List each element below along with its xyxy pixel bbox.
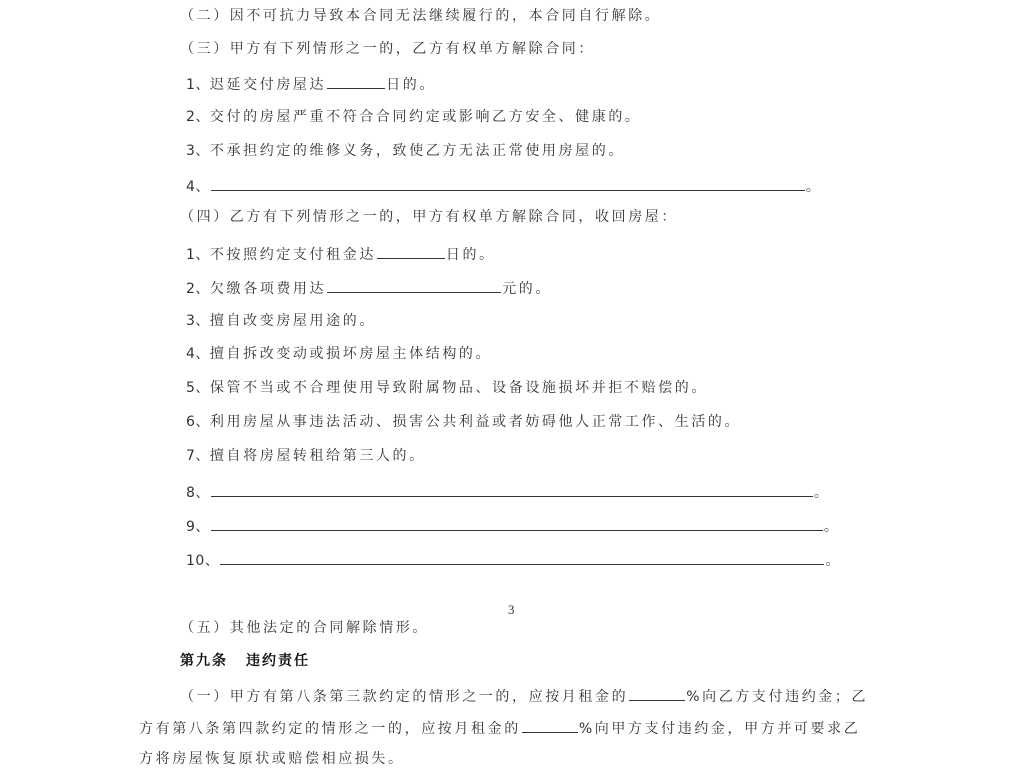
clause8-item3-point1: [186, 74, 436, 94]
point-number: 3、: [186, 143, 210, 159]
point-text: 不承担约定的维修义务，致使乙方无法正常使用房屋的。: [209, 143, 625, 159]
point-text: 擅自改变房屋用途的。: [209, 313, 376, 329]
blank-fill-field[interactable]: [211, 482, 813, 497]
point-text-after: 日的。: [445, 247, 496, 263]
point-text: 欠缴各项费用达: [209, 281, 327, 297]
clause9-number: 第九条: [180, 653, 228, 669]
clause8-item4-point2: [186, 278, 552, 298]
clause9-text: （一）甲方有第八条第三款约定的情形之一的，应按月租金的: [180, 689, 629, 705]
blank-percent-field[interactable]: [522, 718, 578, 733]
point-text: 保管不当或不合理使用导致附属物品、设备设施损坏并拒不赔偿的。: [209, 380, 708, 396]
clause9-text-after: %向甲方支付违约金，甲方并可要求乙: [578, 721, 861, 737]
blank-amount-field[interactable]: [327, 278, 501, 293]
point-text-after: 日的。: [386, 77, 436, 93]
clause8-item3-intro: （三）甲方有下列情形之一的，乙方有权单方解除合同：: [180, 41, 595, 57]
point-number: 4、: [186, 346, 210, 362]
clause8-item3-point2: [186, 108, 642, 126]
blank-fill-field[interactable]: [211, 176, 805, 191]
blank-fill-field[interactable]: [220, 550, 824, 565]
point-text-after: 。: [813, 485, 831, 501]
clause8-item4-point6: [186, 413, 741, 431]
point-number: 9、: [186, 519, 210, 535]
clause9-p1-line3: 方将房屋恢复原状或赔偿相应损失。: [139, 751, 405, 767]
point-number: 5、: [186, 380, 210, 396]
clause8-item4-point4: [186, 345, 492, 363]
clause8-item3-point4: [186, 176, 823, 196]
point-text: 不按照约定支付租金达: [209, 247, 376, 263]
blank-percent-field[interactable]: [629, 686, 685, 701]
point-text-after: 。: [823, 519, 841, 535]
clause9-text-after: %向乙方支付违约金；乙: [686, 689, 869, 705]
point-text: 迟延交付房屋达: [209, 77, 327, 93]
point-number: 1、: [186, 77, 210, 93]
point-number: 1、: [186, 247, 210, 263]
clause8-item3-point3: [186, 142, 625, 160]
point-number: 3、: [186, 313, 210, 329]
point-number: 8、: [186, 485, 210, 501]
clause8-item4-point8: [186, 482, 831, 502]
clause9-p1-line2: [139, 718, 860, 738]
point-number: 2、: [186, 109, 210, 125]
blank-days-field[interactable]: [377, 244, 445, 259]
point-number: 7、: [186, 448, 210, 464]
point-number: 10、: [186, 553, 220, 569]
point-text: 利用房屋从事违法活动、损害公共利益或者妨碍他人正常工作、生活的。: [209, 414, 742, 430]
point-text: 擅自将房屋转租给第三人的。: [209, 448, 426, 464]
point-number: 4、: [186, 179, 210, 195]
point-text-after: 。: [805, 179, 823, 195]
clause9-title: 违约责任: [246, 653, 310, 669]
clause8-item4-point3: [186, 312, 376, 330]
clause9-text: 方有第八条第四款约定的情形之一的，应按月租金的: [139, 721, 521, 737]
point-text-after: 元的。: [502, 281, 552, 297]
point-text: 交付的房屋严重不符合合同约定或影响乙方安全、健康的。: [209, 109, 642, 125]
clause8-item4-intro: （四）乙方有下列情形之一的，甲方有权单方解除合同，收回房屋：: [180, 209, 678, 225]
clause8-item4-point1: [186, 244, 496, 264]
point-text-after: 。: [825, 553, 842, 569]
clause8-item4-point7: [186, 447, 426, 465]
page-number: 3: [508, 602, 515, 617]
clause8-item4-point10: [186, 550, 842, 570]
clause8-item2: （二）因不可抗力导致本合同无法继续履行的，本合同自行解除。: [180, 8, 662, 24]
point-text: 擅自拆改变动或损坏房屋主体结构的。: [209, 346, 493, 362]
clause9-p1-line1: [180, 686, 868, 706]
clause8-item4-point5: [186, 379, 708, 397]
point-number: 6、: [186, 414, 210, 430]
blank-days-field[interactable]: [327, 74, 385, 89]
clause9-heading: [180, 652, 310, 670]
clause8-item4-point9: [186, 516, 841, 536]
clause8-item5: （五）其他法定的合同解除情形。: [180, 620, 429, 636]
blank-fill-field[interactable]: [211, 516, 823, 531]
point-number: 2、: [186, 281, 210, 297]
